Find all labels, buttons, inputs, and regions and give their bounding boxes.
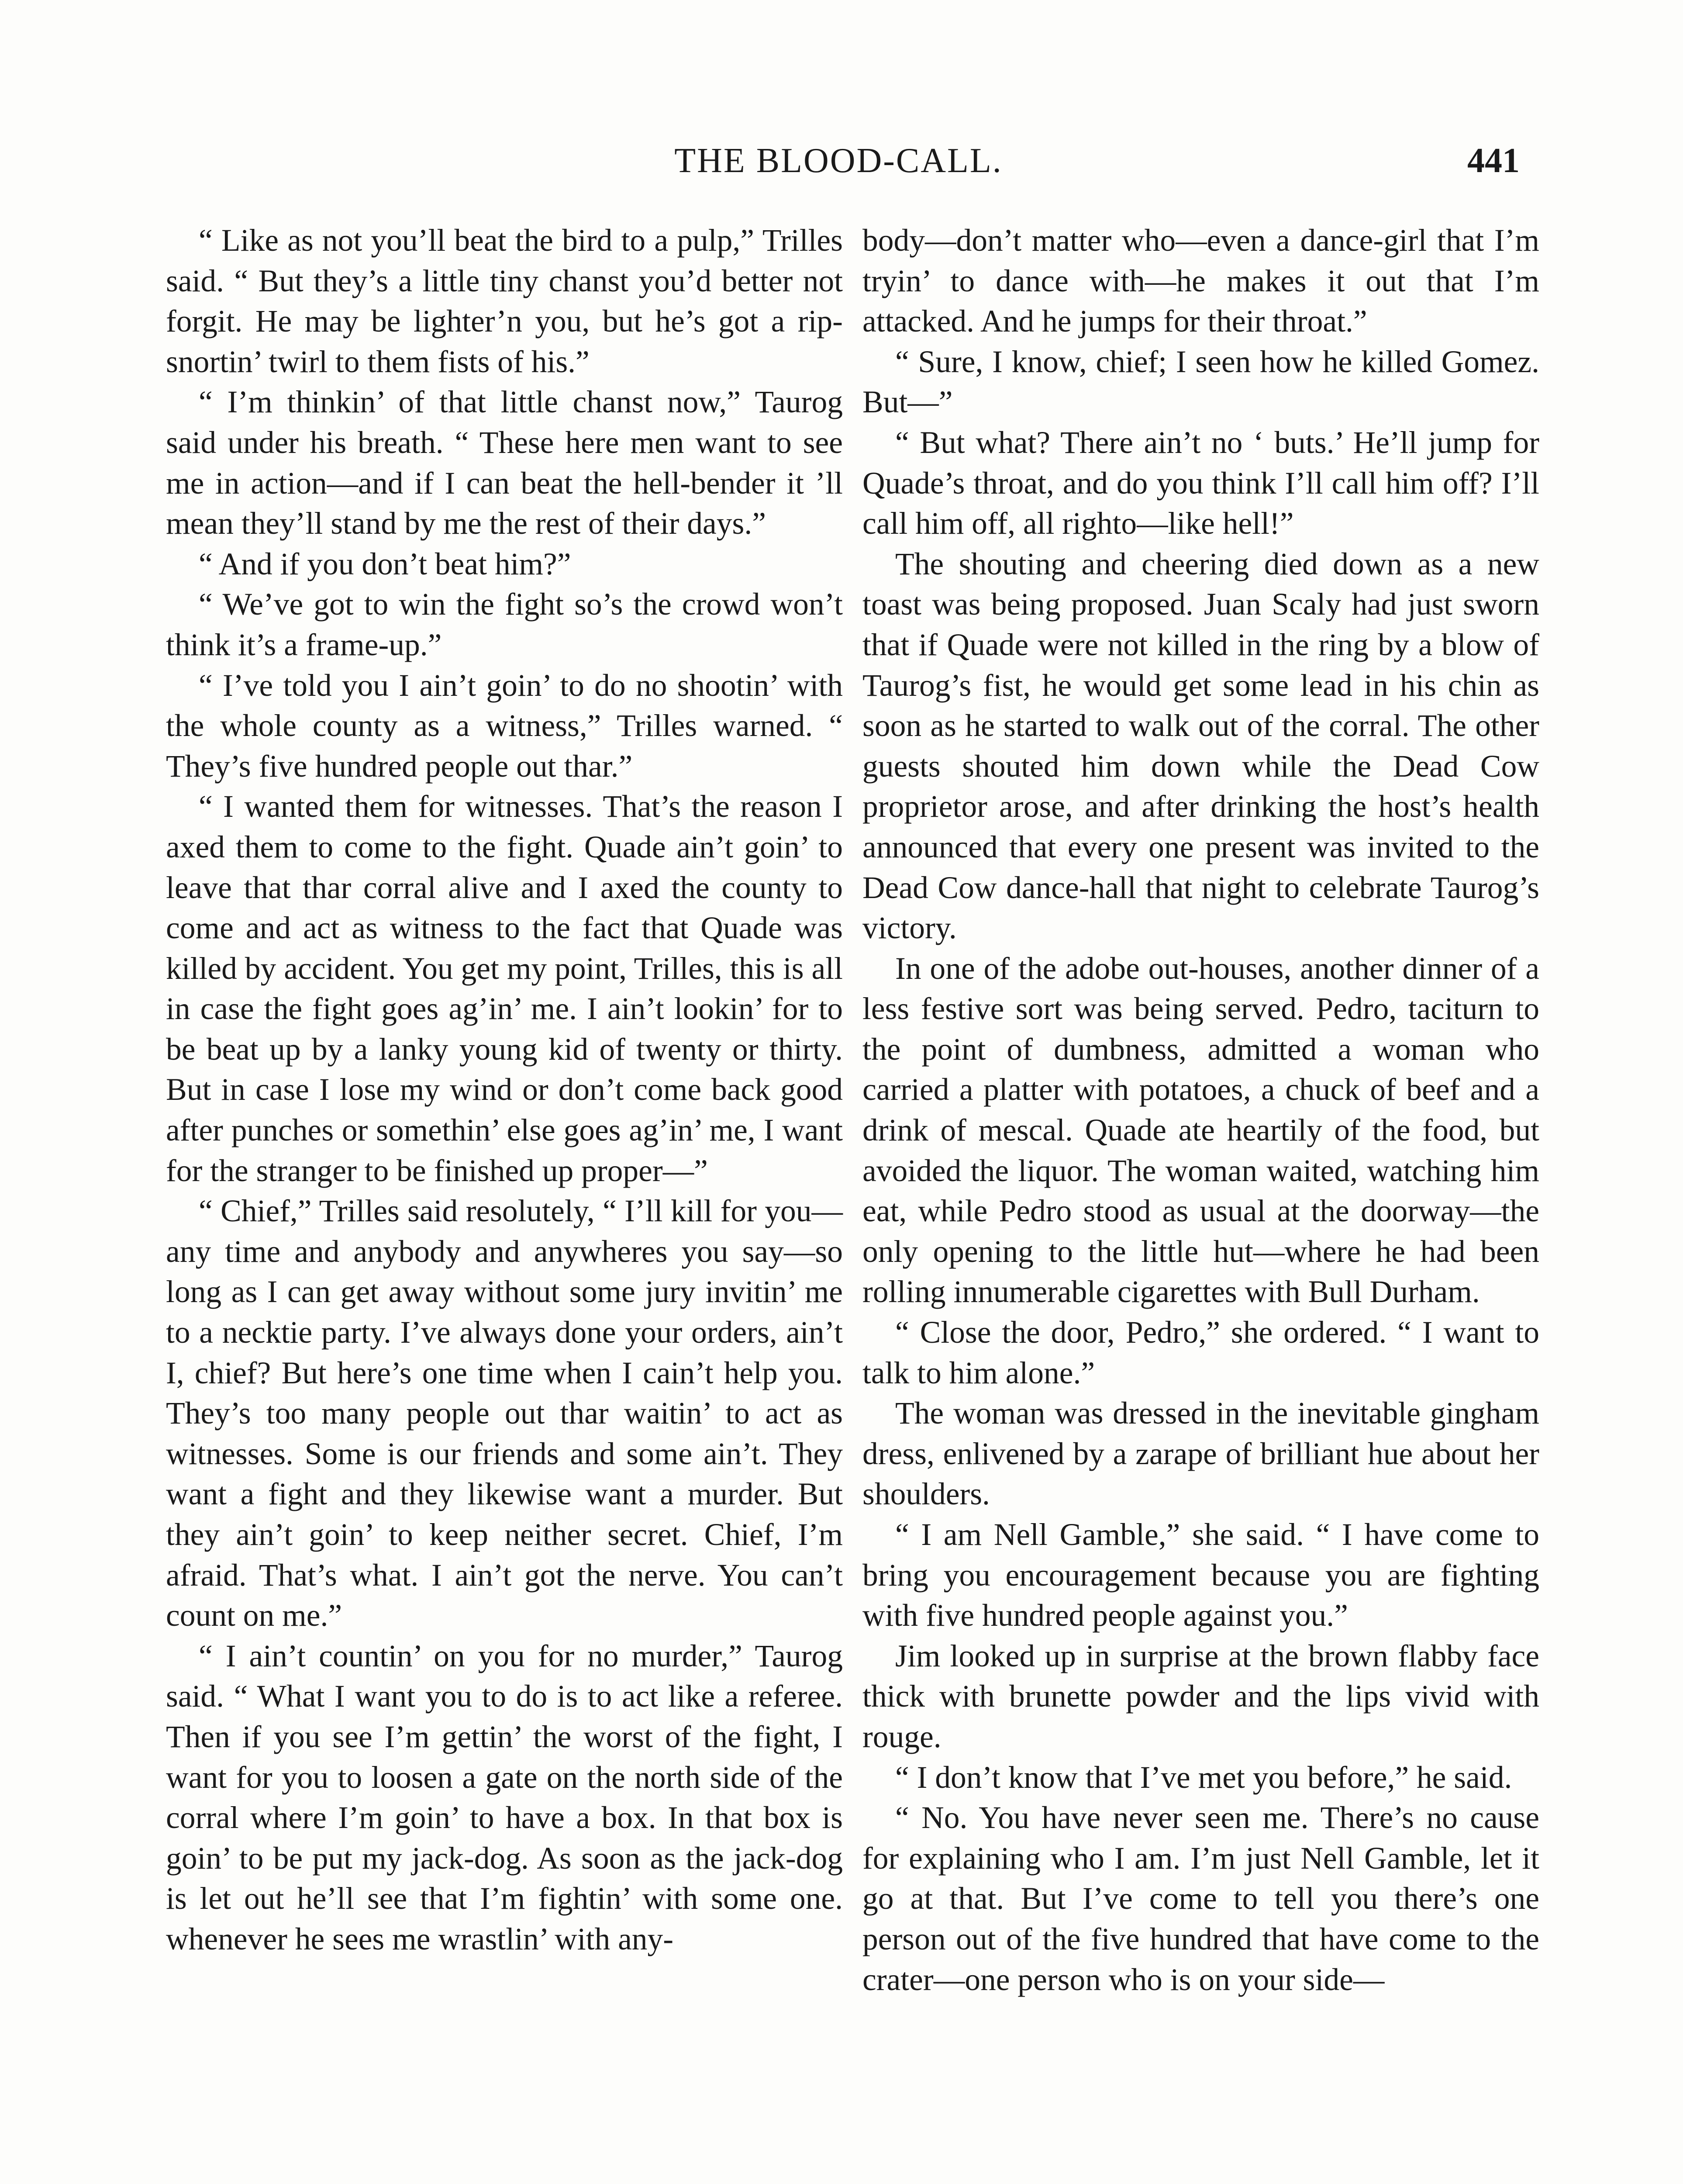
right-column [862, 221, 1539, 2000]
page-number: 441 [1467, 142, 1520, 180]
paragraph: “ But what? There ain’t no ‘ buts.’ He’ll jump for Quade’s throat, and do you think I’ll call him off? I’ll call him off, all righto—like hell!” [862, 425, 1539, 541]
paragraph: “ I am Nell Gamble,” she said. “ I have come to bring you encouragement because you are fighting with five hundred people against you.” [862, 1517, 1539, 1633]
paragraph: “ Chief,” Trilles said resolutely, “ I’ll kill for you—any time and anybody and anywheres you say—so long as I can get away without some jury invitin’ me to a necktie party. I’ve always done your orders, ain’t I, chief? But here’s one time when I cain’t help you. They’s too many people out thar waitin’ to act as witnesses. Some is our friends and some ain’t. They want a fight and they likewise want a murder. But they ain’t goin’ to keep neither secret. Chief, I’m afraid. That’s what. I ain’t got the nerve. You can’t count on me.” [166, 1194, 843, 1633]
paragraph: “ Sure, I know, chief; I seen how he killed Gomez. But—” [862, 344, 1539, 420]
paragraph: “ I’m thinkin’ of that little chanst now,” Taurog said under his breath. “ These here men want to see me in action—and if I can beat the hell-bender it ’ll mean they’ll stand by me the rest of their days.” [166, 385, 843, 541]
paragraph: “ No. You have never seen me. There’s no cause for explaining who I am. I’m just Nell Gamble, let it go at that. But I’ve come to tell you there’s one person out of the five hundred that have come to the crater—one person who is on your side— [862, 1800, 1539, 1997]
paragraph: “ I ain’t countin’ on you for no murder,” Taurog said. “ What I want you to do is to act like a referee. Then if you see I’m gettin’ the worst of the fight, I want for you to loosen a gate on the north side of the corral where I’m goin’ to have a box. In that box is goin’ to be put my jack-dog. As soon as the jack-dog is let out he’ll see that I’m fightin’ with some one. whenever he sees me wrastlin’ with any- [166, 1638, 843, 1956]
paragraph: “ Close the door, Pedro,” she ordered. “ I want to talk to him alone.” [862, 1315, 1539, 1390]
paragraph: “ Like as not you’ll beat the bird to a pulp,” Trilles said. “ But they’s a little tiny chanst you’d better not forgit. He may be lighter’n you, but he’s got a rip-snortin’ twirl to them fists of his.” [166, 223, 843, 379]
paragraph: “ I wanted them for witnesses. That’s the reason I axed them to come to the fight. Quade ain’t goin’ to leave that thar corral alive and I axed the county to come and act as witness to the fact that Quade was killed by accident. You get my point, Trilles, this is all in case the fight goes ag’in’ me. I ain’t lookin’ for to be beat up by a lanky young kid of twenty or thirty. But in case I lose my wind or don’t come back good after punches or somethin’ else goes ag’in’ me, I want for the stranger to be finished up proper—” [166, 789, 843, 1188]
left-column [166, 221, 843, 1960]
paragraph: The shouting and cheering died down as a new toast was being proposed. Juan Scaly had just sworn that if Quade were not killed in the ring by a blow of Taurog’s fist, he would get some lead in his chin as soon as he started to walk out of the corral. The other guests shouted him down while the Dead Cow proprietor arose, and after drinking the host’s health announced that every one present was invited to the Dead Cow dance-hall that night to celebrate Taurog’s victory. [862, 546, 1539, 946]
paragraph: “ We’ve got to win the fight so’s the crowd won’t think it’s a frame-up.” [166, 587, 843, 662]
paragraph: In one of the adobe out-houses, another dinner of a less festive sort was being served. Pedro, taciturn to the point of dumbness, admitted a woman who carried a platter with potatoes, a chuck of beef and a drink of mescal. Quade ate heartily of the food, but avoided the liquor. The woman waited, watching him eat, while Pedro stood as usual at the doorway—the only opening to the little hut—where he had been rolling innumerable cigarettes with Bull Durham. [862, 951, 1539, 1310]
running-header [157, 139, 1520, 191]
paragraph-continued: body—don’t matter who—even a dance-girl that I’m tryin’ to dance with—he makes it out that I’m attacked. And he jumps for their throat.” [862, 223, 1539, 339]
paragraph: The woman was dressed in the inevitable gingham dress, enlivened by a zarape of brilliant hue about her shoulders. [862, 1396, 1539, 1512]
paragraph: Jim looked up in surprise at the brown flabby face thick with brunette powder and the lips vivid with rouge. [862, 1638, 1539, 1754]
paragraph: “ And if you don’t beat him?” [199, 546, 571, 581]
paragraph: “ I don’t know that I’ve met you before,” he said. [895, 1760, 1512, 1795]
running-title: THE BLOOD-CALL. [674, 142, 1003, 180]
paragraph: “ I’ve told you I ain’t goin’ to do no shootin’ with the whole county as a witness,” Trilles warned. “ They’s five hundred people out thar.” [166, 668, 843, 784]
